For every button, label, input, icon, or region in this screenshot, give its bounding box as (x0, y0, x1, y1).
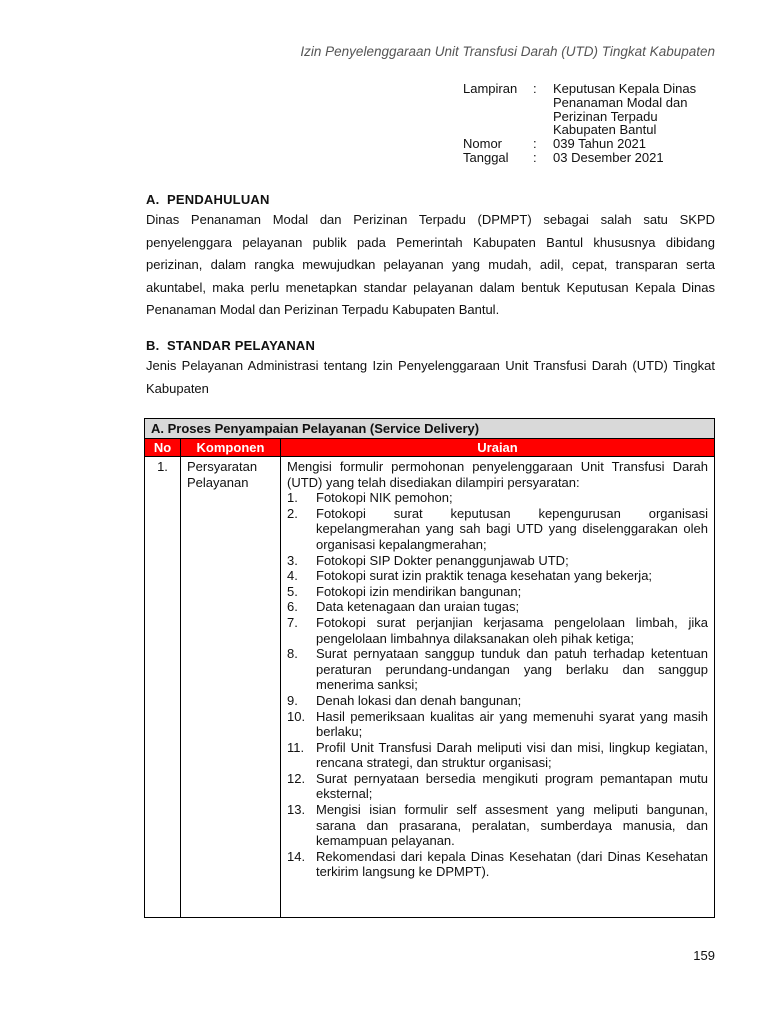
section-letter: B. (146, 338, 160, 353)
column-header-uraian: Uraian (477, 440, 518, 455)
meta-colon: : (533, 149, 537, 165)
item-text: Denah lokasi dan denah bangunan; (316, 692, 522, 708)
meta-row-tanggal (463, 151, 723, 165)
meta-value: 039 Tahun 2021 (553, 136, 647, 152)
item-number: 9. (287, 692, 298, 708)
list-item (287, 506, 708, 553)
item-text: Fotokopi surat izin praktik tenaga kesehatan yang bekerja; (316, 568, 653, 584)
row-description (281, 457, 714, 918)
meta-label: Lampiran (463, 81, 518, 96)
item-number: 1. (287, 490, 298, 506)
list-item (287, 802, 708, 849)
item-text: Fotokopi izin mendirikan bangunan; (316, 583, 522, 599)
item-text: Surat pernyataan sanggup tunduk dan patuh terhadap ketentuan peraturan perundang-undangan yang berlaku dan sanggup menerima sanksi; (316, 646, 708, 693)
item-text: Mengisi isian formulir self assesment yang meliputi bangunan, sarana dan prasarana, peralatan, sumberdaya manusia, dan kemampuan pelayanan. (316, 802, 708, 849)
intro-paragraph: Dinas Penanaman Modal dan Perizinan Terpadu (DPMPT) sebagai salah satu SKPD penyelenggara pelayanan publik pada Pemerintah Kabupaten Bantul khususnya dibidang perizinan, dalam rangka mewujudkan pelayanan yang mudah, adil, cepat, transparan serta akuntabel, maka perlu menetapkan standar pelayanan dalam bentuk Keputusan Kepala Dinas Penanaman Modal dan Perizinan Terpadu Kabupaten Bantul. (146, 212, 715, 317)
item-text: Fotokopi surat keputusan kepengurusan organisasi kepelangmerahan yang sah bagi UTD yang diselenggarakan oleh organisasi kepalangmerahan; (316, 505, 708, 552)
item-number: 2. (287, 505, 298, 521)
list-item (287, 693, 708, 709)
requirements-list (287, 490, 708, 880)
list-item (287, 584, 708, 600)
row-component: Persyaratan Pelayanan (181, 457, 281, 918)
table-row (145, 457, 714, 918)
item-number: 6. (287, 599, 298, 615)
service-type-paragraph: Jenis Pelayanan Administrasi tentang Izin Penyelenggaraan Unit Transfusi Darah (UTD) Tingkat Kabupaten (146, 358, 715, 396)
page-number: 159 (693, 948, 715, 963)
item-text: Fotokopi surat perjanjian kerjasama pengelolaan limbah, jika pengelolaan limbahnya dilaksanakan oleh pihak ketiga; (316, 614, 708, 646)
meta-row-nomor (463, 137, 723, 151)
list-item (287, 740, 708, 771)
service-delivery-table (144, 418, 715, 918)
meta-value: Keputusan Kepala Dinas Penanaman Modal dan Perizinan Terpadu Kabupaten Bantul (553, 81, 697, 138)
section-title: PENDAHULUAN (167, 192, 270, 207)
item-text: Fotokopi SIP Dokter penanggunjawab UTD; (316, 552, 569, 568)
item-text: Hasil pemeriksaan kualitas air yang memenuhi syarat yang masih berlaku; (316, 708, 708, 740)
list-item (287, 615, 708, 646)
list-item (287, 709, 708, 740)
section-heading-pendahuluan (146, 192, 270, 207)
item-number: 12. (287, 770, 306, 786)
list-item (287, 646, 708, 693)
section-letter: A. (146, 192, 160, 207)
item-text: Profil Unit Transfusi Darah meliputi visi dan misi, lingkup kegiatan, rencana strategi, dan struktur organisasi; (316, 739, 708, 771)
item-text: Surat pernyataan bersedia mengikuti program pemantapan mutu eksternal; (316, 770, 708, 802)
running-header: Izin Penyelenggaraan Unit Transfusi Darah (UTD) Tingkat Kabupaten (300, 44, 715, 59)
item-number: 10. (287, 708, 306, 724)
item-number: 7. (287, 614, 298, 630)
item-number: 4. (287, 568, 298, 584)
column-header-komponen: Komponen (181, 439, 281, 456)
list-item (287, 849, 708, 880)
item-text: Data ketenagaan dan uraian tugas; (316, 599, 520, 615)
section-heading-standar-pelayanan (146, 338, 315, 353)
item-text: Fotokopi NIK pemohon; (316, 490, 453, 506)
list-item (287, 553, 708, 569)
item-number: 13. (287, 802, 306, 818)
item-text: Rekomendasi dari kepala Dinas Kesehatan (dari Dinas Kesehatan terkirim langsung ke DPMPT). (316, 848, 708, 880)
column-header-no: No (145, 439, 181, 456)
meta-value: 03 Desember 2021 (553, 149, 664, 165)
item-number: 5. (287, 583, 298, 599)
table-title: A. Proses Penyampaian Pelayanan (Service Delivery) (145, 419, 714, 439)
list-item (287, 599, 708, 615)
item-number: 3. (287, 552, 298, 568)
list-item (287, 771, 708, 802)
item-number: 11. (287, 739, 305, 755)
meta-label: Nomor (463, 136, 503, 152)
list-item (287, 568, 708, 584)
requirements-intro: Mengisi formulir permohonan penyelenggaraan Unit Transfusi Darah (UTD) yang telah disediakan dilampiri persyaratan: (287, 459, 708, 490)
meta-colon: : (533, 81, 537, 96)
meta-label: Tanggal (463, 149, 509, 165)
section-title: STANDAR PELAYANAN (167, 338, 316, 353)
meta-row-lampiran (463, 82, 723, 137)
list-item (287, 490, 708, 506)
item-number: 8. (287, 646, 298, 662)
attachment-meta (463, 82, 723, 165)
table-header-row (145, 439, 714, 457)
row-number: 1. (145, 457, 181, 918)
meta-colon: : (533, 136, 537, 152)
item-number: 14. (287, 848, 306, 864)
